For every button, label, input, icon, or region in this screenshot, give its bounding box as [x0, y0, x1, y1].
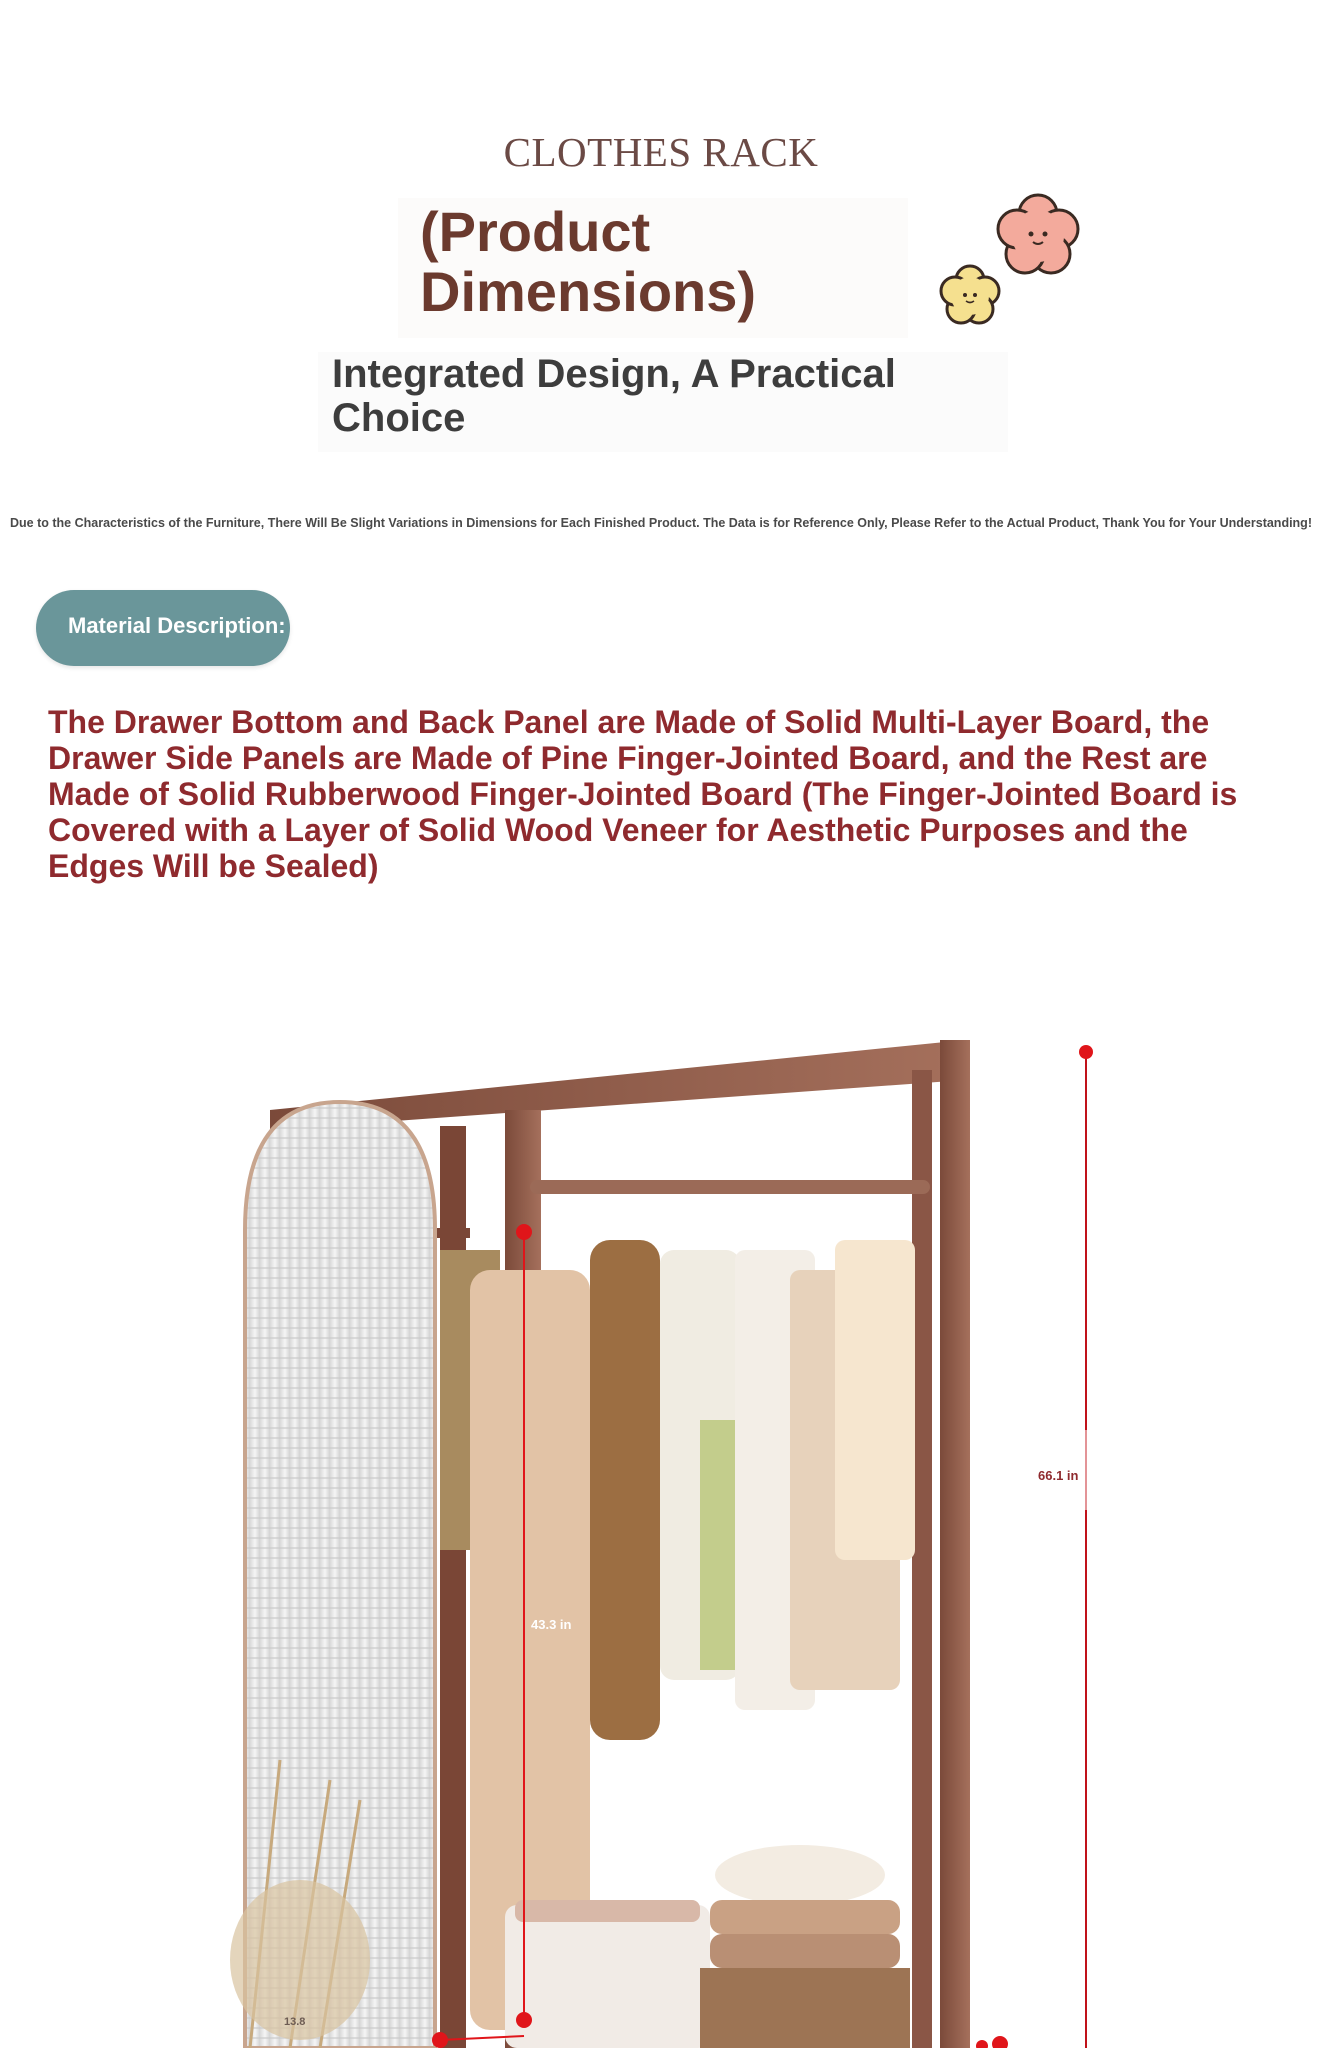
measure-height	[976, 1045, 1093, 2048]
depth-label: 13.8	[284, 2016, 306, 2028]
product-illustration	[0, 1000, 1322, 2048]
material-description: The Drawer Bottom and Back Panel are Made of Solid Multi-Layer Board, the Drawer Side Panels are Made of Pine Finger-Jointed Board, and the Rest are Made of Solid Rubberwood Finger-Jointed Board (The Finger-Jointed Board is Covered with a Layer of Solid Wood Veneer for Aesthetic Purposes and the Edges Will be Sealed)	[48, 704, 1238, 884]
flower-decoration	[930, 190, 1090, 330]
brand-title: CLOTHES RACK	[503, 129, 819, 175]
rod-height-label: 43.3 in	[531, 1617, 572, 1632]
material-label: Material Description:	[68, 613, 286, 638]
dimension-disclaimer: Due to the Characteristics of the Furniture, There Will Be Slight Variations in Dimensions for Each Finished Product. The Data is for Reference Only, Please Refer to the Actual Product, Thank You for Your Understanding!	[10, 516, 1312, 530]
page-subtitle: Integrated Design, A Practical Choice	[332, 352, 896, 440]
flower-pink-icon	[998, 195, 1078, 273]
page-title: (Product Dimensions)	[420, 200, 757, 323]
flower-yellow-icon	[941, 266, 999, 323]
height-label: 66.1 in	[1038, 1468, 1079, 1483]
